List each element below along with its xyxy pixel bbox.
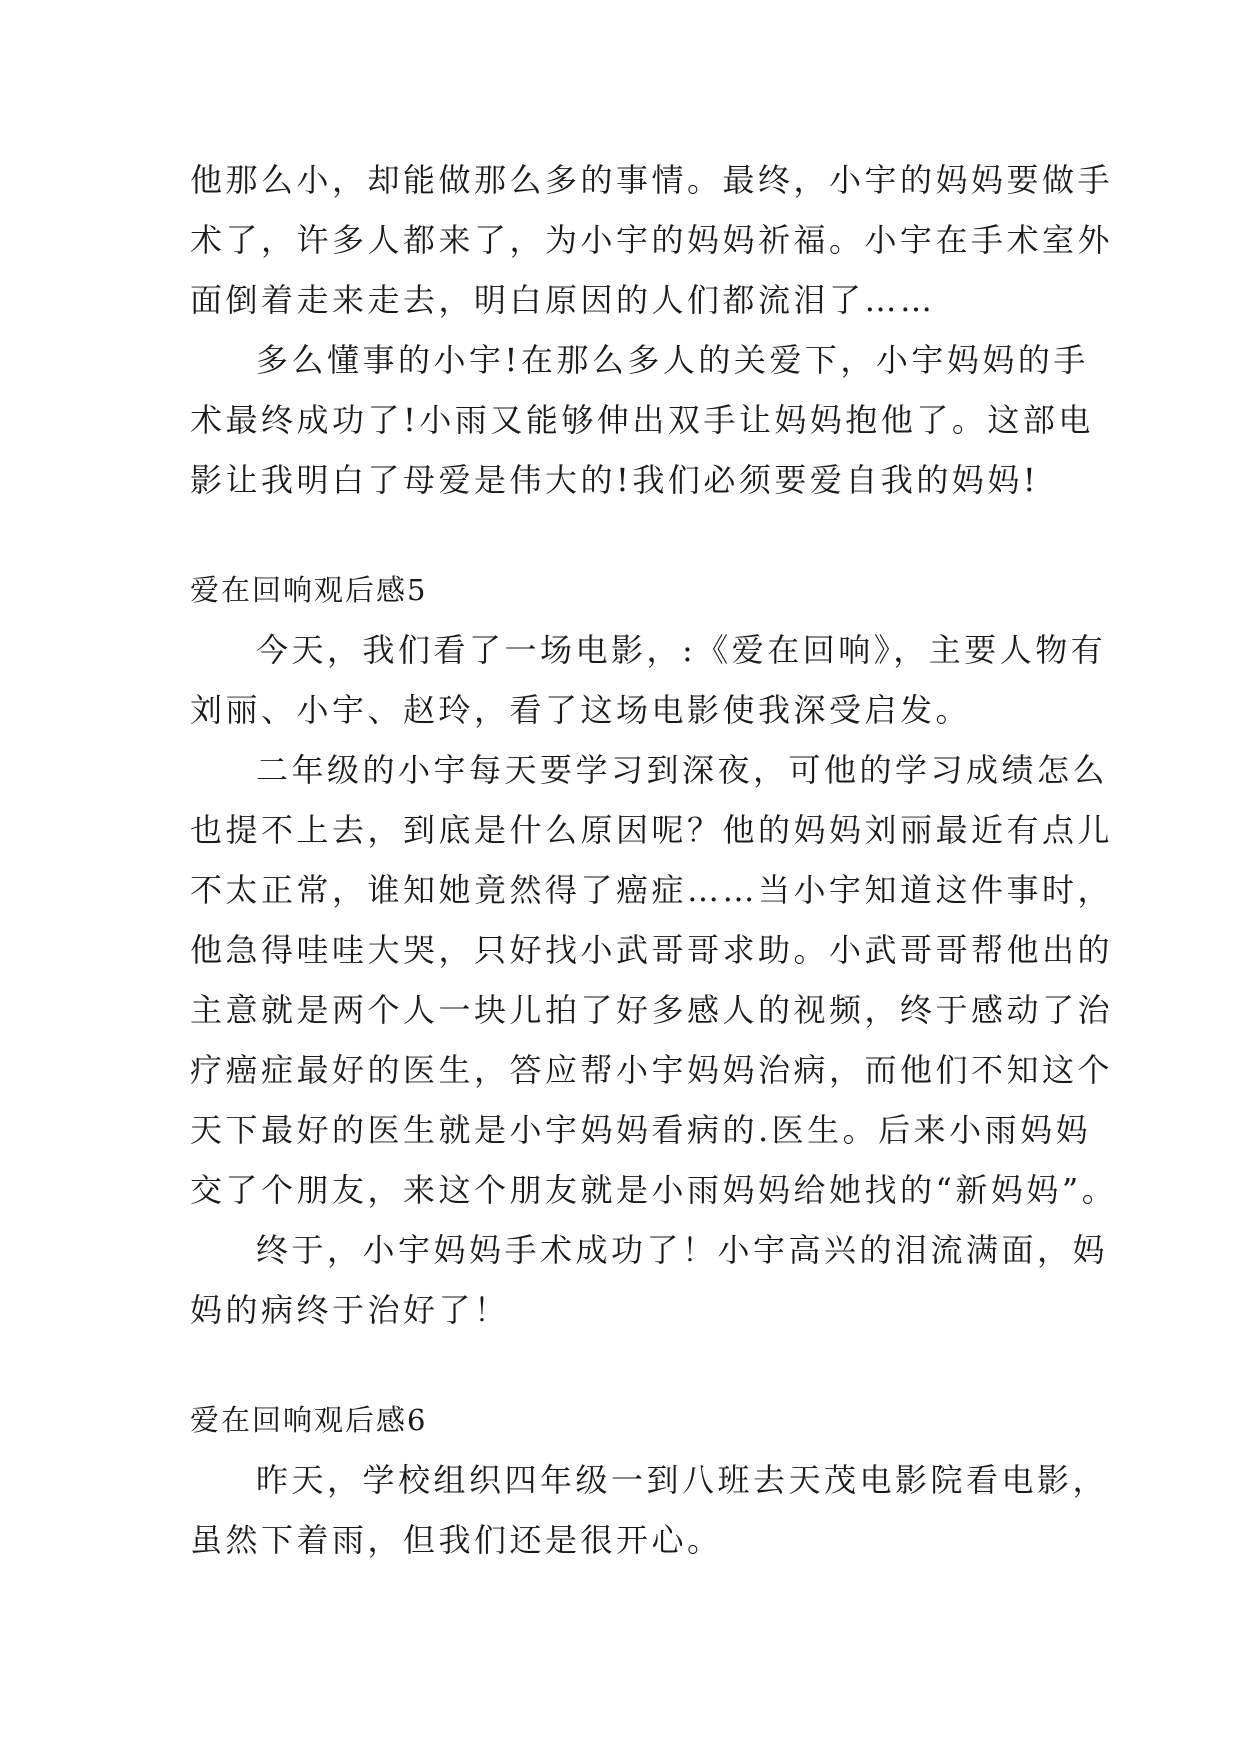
text-line: 不太正常，谁知她竟然得了癌症……当小宇知道这件事时， (190, 871, 1114, 909)
text-line: 二年级的小宇每天要学习到深夜，可他的学习成绩怎么 (256, 751, 1109, 789)
text-line: 交了个朋友，来这个朋友就是小雨妈妈给她找的“新妈妈”。 (190, 1171, 1118, 1209)
text-line: 影让我明白了母爱是伟大的!我们必须要爱自我的妈妈! (190, 461, 1040, 499)
text-line: 也提不上去，到底是什么原因呢？他的妈妈刘丽最近有点儿 (190, 811, 1114, 849)
document-page (190, 150, 1118, 1570)
text-line: 多么懂事的小宇!在那么多人的关爱下，小宇妈妈的手 (256, 341, 1089, 379)
paragraph (190, 1220, 1109, 1340)
text-line: 主意就是两个人一块儿拍了好多感人的视频，终于感动了治 (190, 991, 1114, 1029)
text-line: 妈的病终于治好了！ (190, 1291, 510, 1329)
paragraph (190, 620, 1107, 740)
text-line: 他急得哇哇大哭，只好找小武哥哥求助。小武哥哥帮他出的 (190, 931, 1114, 969)
text-line: 虽然下着雨，但我们还是很开心。 (190, 1521, 723, 1559)
text-line: 疗癌症最好的医生，答应帮小宇妈妈治病，而他们不知这个 (190, 1051, 1114, 1089)
paragraph (190, 330, 1094, 510)
paragraph (190, 1450, 1109, 1570)
text-line: 他那么小，却能做那么多的事情。最终，小宇的妈妈要做手 (190, 161, 1114, 199)
text-line: 术最终成功了!小雨又能够伸出双手让妈妈抱他了。这部电 (190, 401, 1094, 439)
section-heading: 爱在回响观后感5 (190, 573, 428, 607)
text-line: 昨天，学校组织四年级一到八班去天茂电影院看电影， (256, 1461, 1109, 1499)
paragraph (190, 740, 1118, 1220)
paragraph (190, 150, 1114, 330)
text-line: 天下最好的医生就是小宇妈妈看病的.医生。后来小雨妈妈 (190, 1111, 1092, 1149)
text-line: 面倒着走来走去，明白原因的人们都流泪了…… (190, 281, 936, 319)
text-line: 终于，小宇妈妈手术成功了！小宇高兴的泪流满面，妈 (256, 1231, 1109, 1269)
text-line: 术了，许多人都来了，为小宇的妈妈祈福。小宇在手术室外 (190, 221, 1114, 259)
section-heading: 爱在回响观后感6 (190, 1403, 428, 1437)
text-line: 今天，我们看了一场电影，:《爱在回响》，主要人物有 (256, 631, 1107, 669)
text-line: 刘丽、小宇、赵玲，看了这场电影使我深受启发。 (190, 691, 972, 729)
